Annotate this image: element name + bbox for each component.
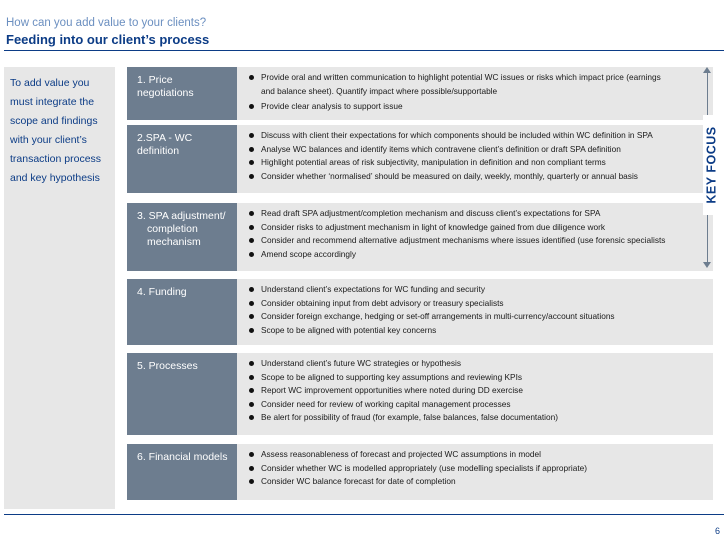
bullet-list [245,448,713,489]
intro-line: with your client’s [10,134,87,146]
bullet-item: Consider WC balance forecast for date of completion [245,475,713,489]
bullet-list [245,207,713,261]
intro-line: and key hypothesis [10,172,100,184]
bullet-item: Consider foreign exchange, hedging or set-off arrangements in multi-currency/account situations [245,310,713,324]
bullet-item: Provide clear analysis to support issue [245,100,713,114]
bullet-list [245,283,713,337]
bullet-item: Consider risks to adjustment mechanism in light of knowledge gained from due diligence work [245,221,713,235]
section-label: 1. Price negotiations [127,67,237,120]
bullet-item: Understand client’s future WC strategies or hypothesis [245,357,713,371]
section-spa-wc-definition [127,125,713,193]
header-divider [4,50,724,51]
bullet-item: Consider whether ‘normalised’ should be measured on daily, weekly, monthly, quarterly or annual basis [245,170,713,184]
section-financial-models [127,444,713,500]
bullet-list [245,71,713,114]
bullet-item: Scope to be aligned with potential key concerns [245,324,713,338]
intro-line: transaction process [10,153,102,165]
arrow-down-icon [703,262,711,268]
intro-line: must integrate the [10,96,95,108]
key-focus-indicator [700,67,724,268]
key-focus-label: KEY FOCUS [703,115,720,215]
bullet-item: Understand client’s expectations for WC funding and security [245,283,713,297]
bullet-item: Analyse WC balances and identify items which contravene client’s definition or draft SPA definition [245,143,713,157]
intro-line: To add value you [10,77,90,89]
bullet-item: Highlight potential areas of risk subjectivity, manipulation in definition and non compliant terms [245,156,713,170]
slide-question: How can you add value to your clients? [6,17,207,29]
bullet-list [245,129,713,183]
intro-line: scope and findings [10,115,98,127]
bullet-item: Consider whether WC is modelled appropriately (use modelling specialists if appropriate) [245,462,713,476]
section-price-negotiations [127,67,713,120]
bullet-list [245,357,713,425]
slide-title: Feeding into our client’s process [6,32,210,47]
section-label: 2.SPA - WC definition [127,125,237,193]
bullet-item: Consider need for review of working capital management processes [245,398,713,412]
section-label: 3. SPA adjustment/ completion mechanism [127,203,237,271]
bullet-item: Consider obtaining input from debt advisory or treasury specialists [245,297,713,311]
section-label: 6. Financial models [127,444,237,500]
intro-panel [4,67,115,509]
page-number: 6 [714,526,720,536]
bullet-item: Amend scope accordingly [245,248,713,262]
section-processes [127,353,713,435]
bullet-item: Read draft SPA adjustment/completion mechanism and discuss client’s expectations for SPA [245,207,713,221]
bullet-item: Provide oral and written communication to highlight potential WC issues or risks which impact price (earnings and balance sheet). Quantify impact where possible/supportable [245,71,713,98]
section-label: 4. Funding [127,279,237,345]
bullet-item: Report WC improvement opportunities where noted during DD exercise [245,384,713,398]
arrow-up-icon [703,67,711,73]
bullet-item: Scope to be aligned to supporting key assumptions and reviewing KPIs [245,371,713,385]
footer-divider [4,514,724,515]
bullet-item: Be alert for possibility of fraud (for example, false balances, false documentation) [245,411,713,425]
bullet-item: Consider and recommend alternative adjustment mechanisms where issues identified (use forensic specialists [245,234,713,248]
section-funding [127,279,713,345]
section-spa-adjustment [127,203,713,271]
bullet-item: Assess reasonableness of forecast and projected WC assumptions in model [245,448,713,462]
bullet-item: Discuss with client their expectations for which components should be included within WC definition in SPA [245,129,713,143]
section-label: 5. Processes [127,353,237,435]
